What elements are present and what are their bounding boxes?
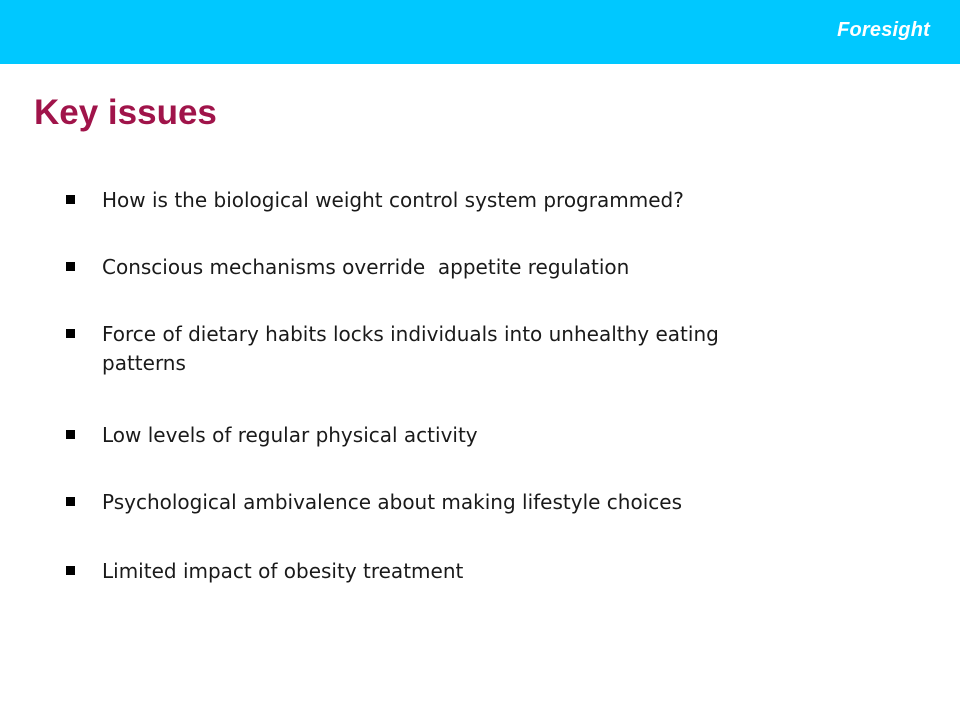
square-bullet-icon [66, 566, 75, 575]
square-bullet-icon [66, 329, 75, 338]
bullet-text: Conscious mechanisms override appetite regulation [102, 255, 630, 279]
square-bullet-icon [66, 195, 75, 204]
square-bullet-icon [66, 430, 75, 439]
bullet-text: Force of dietary habits locks individuals into unhealthy eating patterns [102, 322, 719, 375]
bullet-text: How is the biological weight control system programmed? [102, 188, 684, 212]
bullet-text: Limited impact of obesity treatment [102, 559, 464, 583]
slide-title: Key issues [34, 93, 217, 132]
bullet-item [66, 421, 886, 450]
bullet-item [66, 253, 886, 282]
bullet-item [66, 557, 886, 586]
bullet-text: Low levels of regular physical activity [102, 423, 478, 447]
bullet-item [66, 320, 886, 378]
bullet-item [66, 488, 886, 517]
bullet-text: Psychological ambivalence about making lifestyle choices [102, 490, 682, 514]
brand-logo-text: Foresight [837, 19, 930, 41]
square-bullet-icon [66, 497, 75, 506]
square-bullet-icon [66, 262, 75, 271]
bullet-item [66, 186, 886, 215]
